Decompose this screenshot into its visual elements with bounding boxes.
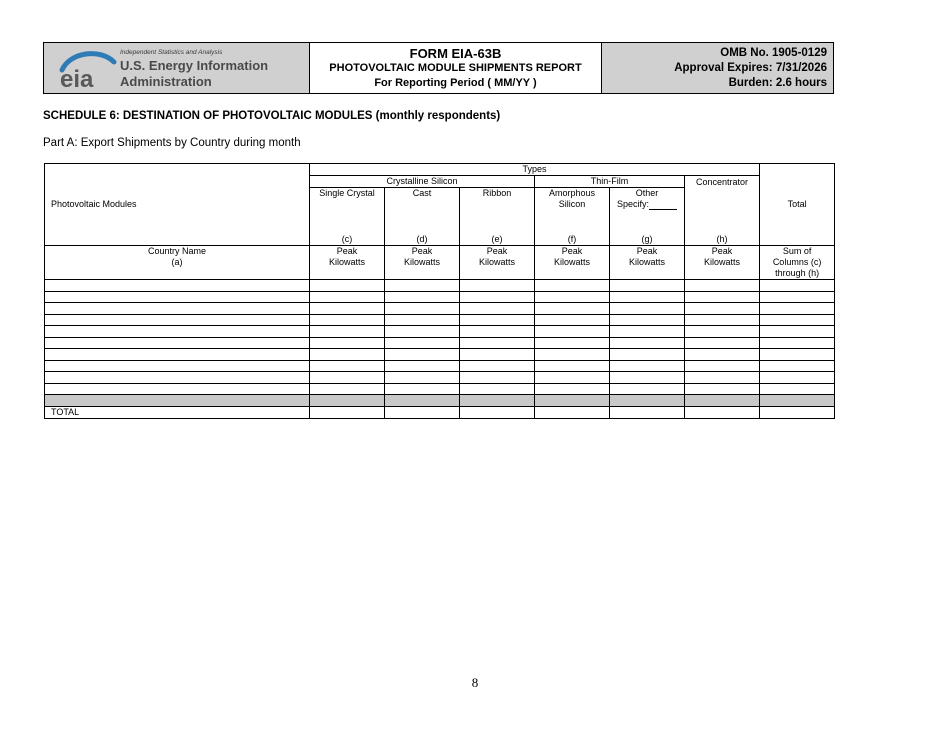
entry-cell-i[interactable]: [760, 372, 835, 384]
shaded-separator-row: [45, 395, 835, 407]
entry-cell-e[interactable]: [460, 349, 535, 361]
table-row: [45, 280, 835, 292]
entry-cell-f[interactable]: [535, 372, 610, 384]
form-number: FORM EIA-63B: [409, 46, 502, 61]
page-number: 8: [471, 675, 479, 690]
entry-cell-h[interactable]: [685, 337, 760, 349]
entry-cell-i[interactable]: [760, 349, 835, 361]
entry-cell-c[interactable]: [310, 280, 385, 292]
entry-cell-c[interactable]: [310, 383, 385, 395]
unit-i: Sum of Columns (c) through (h): [760, 246, 835, 280]
entry-cell-g[interactable]: [610, 383, 685, 395]
entry-cell-f[interactable]: [535, 360, 610, 372]
approval-expires: Approval Expires: 7/31/2026: [674, 61, 827, 74]
entry-cell-g[interactable]: [610, 337, 685, 349]
entry-cell-h[interactable]: [685, 383, 760, 395]
export-shipments-table: [44, 163, 835, 419]
entry-cell-a[interactable]: [45, 314, 310, 326]
units-row: [45, 246, 835, 280]
entry-cell-d[interactable]: [385, 372, 460, 384]
entry-cell-e[interactable]: [460, 337, 535, 349]
logo-name-line2: Administration: [120, 74, 212, 89]
entry-cell-h[interactable]: [685, 372, 760, 384]
unit-d: Peak Kilowatts: [385, 246, 460, 280]
entry-cell-i[interactable]: [760, 337, 835, 349]
part-title: Part A: Export Shipments by Country during month: [43, 137, 301, 149]
entry-cell-d[interactable]: [385, 291, 460, 303]
entry-cell-h[interactable]: [685, 360, 760, 372]
entry-cell-c[interactable]: [310, 360, 385, 372]
table-row: [45, 314, 835, 326]
entry-cell-e[interactable]: [460, 303, 535, 315]
unit-e: Peak Kilowatts: [460, 246, 535, 280]
table-row: [45, 360, 835, 372]
total-cell-e[interactable]: [460, 406, 535, 418]
concentrator-header: Concentrator (h): [685, 176, 760, 246]
entry-cell-i[interactable]: [760, 280, 835, 292]
entry-cell-i[interactable]: [760, 291, 835, 303]
entry-cell-e[interactable]: [460, 291, 535, 303]
table-row: [45, 326, 835, 338]
form-title: PHOTOVOLTAIC MODULE SHIPMENTS REPORT: [329, 62, 582, 74]
entry-cell-e[interactable]: [460, 383, 535, 395]
table-row: [45, 303, 835, 315]
total-cell-f[interactable]: [535, 406, 610, 418]
logo-tagline: Independent Statistics and Analysis: [120, 49, 223, 56]
entry-cell-f[interactable]: [535, 303, 610, 315]
entry-cell-c[interactable]: [310, 349, 385, 361]
entry-cell-c[interactable]: [310, 303, 385, 315]
other-specify-field[interactable]: [649, 200, 677, 210]
entry-cell-d[interactable]: [385, 360, 460, 372]
row-label-cell: [45, 164, 310, 246]
country-name-header: Country Name (a): [45, 246, 310, 280]
entry-cell-a[interactable]: [45, 303, 310, 315]
unit-h: Peak Kilowatts: [685, 246, 760, 280]
entry-cell-g[interactable]: [610, 280, 685, 292]
form-title-block: [310, 43, 602, 93]
svg-text:eia: eia: [60, 66, 94, 90]
total-cell-i[interactable]: [760, 406, 835, 418]
total-cell-c[interactable]: [310, 406, 385, 418]
entry-cell-i[interactable]: [760, 314, 835, 326]
logo-name-line1: U.S. Energy Information: [120, 58, 269, 73]
entry-cell-c[interactable]: [310, 337, 385, 349]
col-f-header: Amorphous Silicon (f): [535, 188, 610, 246]
entry-cell-d[interactable]: [385, 349, 460, 361]
entry-cell-a[interactable]: [45, 383, 310, 395]
col-g-header: Other Specify: (g): [610, 188, 685, 246]
table-row: [45, 349, 835, 361]
reporting-period: For Reporting Period ( MM/YY ): [374, 77, 537, 89]
entry-cell-e[interactable]: [460, 280, 535, 292]
entry-cell-d[interactable]: [385, 314, 460, 326]
total-row: [45, 406, 835, 418]
entry-cell-h[interactable]: [685, 280, 760, 292]
total-cell-g[interactable]: [610, 406, 685, 418]
entry-cell-h[interactable]: [685, 326, 760, 338]
entry-cell-i[interactable]: [760, 303, 835, 315]
burden: Burden: 2.6 hours: [728, 76, 827, 89]
entry-cell-g[interactable]: [610, 372, 685, 384]
entry-cell-c[interactable]: [310, 291, 385, 303]
col-c-header: Single Crystal (c): [310, 188, 385, 246]
entry-cell-a[interactable]: [45, 337, 310, 349]
entry-cell-g[interactable]: [610, 291, 685, 303]
entry-cell-g[interactable]: [610, 360, 685, 372]
types-header: Types: [310, 164, 760, 176]
entry-cell-f[interactable]: [535, 291, 610, 303]
total-cell-d[interactable]: [385, 406, 460, 418]
thin-film-header: Thin-Film: [535, 176, 685, 188]
total-cell-h[interactable]: [685, 406, 760, 418]
entry-cell-a[interactable]: [45, 280, 310, 292]
entry-cell-e[interactable]: [460, 360, 535, 372]
entry-cell-i[interactable]: [760, 360, 835, 372]
entry-cell-f[interactable]: [535, 314, 610, 326]
entry-cell-f[interactable]: [535, 349, 610, 361]
entry-cell-h[interactable]: [685, 349, 760, 361]
entry-cell-g[interactable]: [610, 326, 685, 338]
entry-cell-h[interactable]: [685, 314, 760, 326]
omb-block: [602, 43, 833, 93]
total-header: Total: [760, 164, 835, 246]
entry-cell-a[interactable]: [45, 349, 310, 361]
entry-cell-f[interactable]: [535, 337, 610, 349]
col-e-header: Ribbon (e): [460, 188, 535, 246]
eia-logo-icon: [56, 48, 118, 90]
omb-number: OMB No. 1905-0129: [720, 46, 827, 59]
entry-cell-g[interactable]: [610, 303, 685, 315]
entry-cell-g[interactable]: [610, 314, 685, 326]
entry-cell-c[interactable]: [310, 326, 385, 338]
col-h-letter: (h): [716, 234, 728, 244]
form-header: [43, 42, 834, 94]
table-row: [45, 372, 835, 384]
unit-f: Peak Kilowatts: [535, 246, 610, 280]
entry-cell-a[interactable]: [45, 372, 310, 384]
entry-cell-e[interactable]: [460, 326, 535, 338]
entry-cell-f[interactable]: [535, 326, 610, 338]
entry-cell-d[interactable]: [385, 383, 460, 395]
entry-cell-i[interactable]: [760, 383, 835, 395]
total-row-label: TOTAL: [45, 406, 310, 418]
entry-cell-c[interactable]: [310, 314, 385, 326]
entry-cell-a[interactable]: [45, 360, 310, 372]
photovoltaic-modules-label: Photovoltaic Modules: [51, 199, 137, 209]
entry-cell-e[interactable]: [460, 314, 535, 326]
table-row: [45, 383, 835, 395]
entry-cell-f[interactable]: [535, 280, 610, 292]
entry-cell-c[interactable]: [310, 372, 385, 384]
entry-cell-a[interactable]: [45, 326, 310, 338]
entry-cell-d[interactable]: [385, 303, 460, 315]
entry-cell-e[interactable]: [460, 372, 535, 384]
crystalline-silicon-header: Crystalline Silicon: [310, 176, 535, 188]
entry-cell-h[interactable]: [685, 291, 760, 303]
entry-cell-d[interactable]: [385, 280, 460, 292]
entry-cell-i[interactable]: [760, 326, 835, 338]
unit-c: Peak Kilowatts: [310, 246, 385, 280]
entry-cell-d[interactable]: [385, 326, 460, 338]
table-row: [45, 337, 835, 349]
unit-g: Peak Kilowatts: [610, 246, 685, 280]
entry-cell-f[interactable]: [535, 383, 610, 395]
table-row: [45, 291, 835, 303]
entry-cell-g[interactable]: [610, 349, 685, 361]
schedule-title: SCHEDULE 6: DESTINATION OF PHOTOVOLTAIC MODULES (monthly respondents): [43, 110, 501, 122]
entry-cell-h[interactable]: [685, 303, 760, 315]
col-d-header: Cast (d): [385, 188, 460, 246]
agency-logo-block: [44, 43, 310, 93]
entry-cell-a[interactable]: [45, 291, 310, 303]
entry-cell-d[interactable]: [385, 337, 460, 349]
